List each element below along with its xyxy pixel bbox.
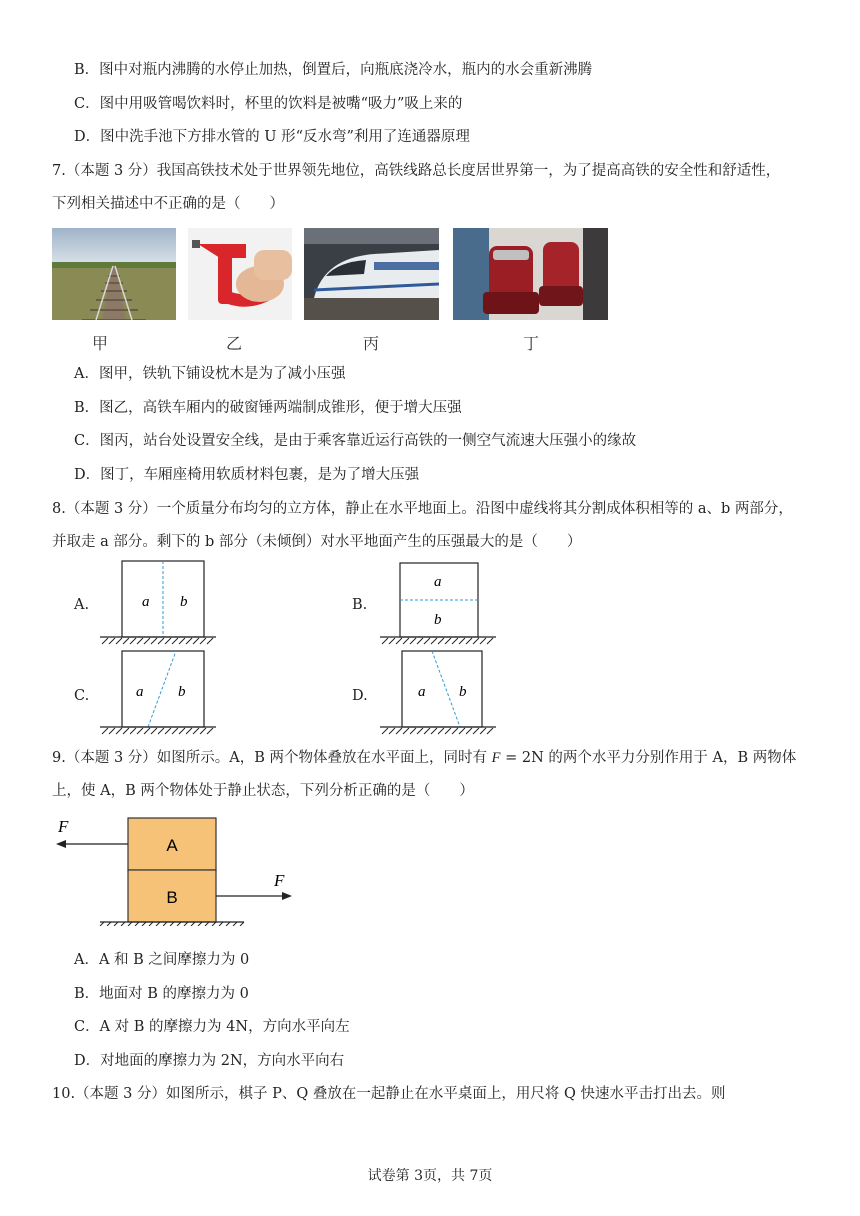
emergency-hammer-photo — [188, 228, 292, 320]
force-right-label: F — [274, 871, 285, 890]
q7-stem-line2: 下列相关描述中不正确的是（ ） — [52, 196, 284, 212]
q9-option-d: D．对地面的摩擦力为 2N，方向水平向右 — [74, 1053, 345, 1069]
stacked-blocks-diagram — [52, 814, 302, 926]
q7-stem-line1: 7.（本题 3 分）我国高铁技术处于世界领先地位，高铁线路总长度居世界第一，为了提高高铁的安全性和舒适性， — [52, 163, 781, 179]
q6-option-c: C．图中用吸管喝饮料时，杯里的饮料是被嘴“吸力”吸上来的 — [74, 96, 463, 112]
part-a-label: a — [418, 684, 426, 700]
q6-option-b: B．图中对瓶内沸腾的水停止加热，倒置后，向瓶底浇冷水，瓶内的水会重新沸腾 — [74, 62, 593, 78]
q8-label-a: A. — [74, 597, 90, 613]
cube-diagram-d — [378, 650, 500, 736]
q8-label-b: B. — [352, 597, 368, 613]
block-b-label: B — [166, 888, 178, 907]
cube-diagram-b — [378, 560, 500, 646]
q8-stem-line1: 8.（本题 3 分）一个质量分布均匀的立方体，静止在水平地面上。沿图中虚线将其分割成体积相等的 a、b 两部分， — [52, 501, 793, 517]
q7-option-a: A．图甲，铁轨下铺设枕木是为了减小压强 — [74, 366, 346, 382]
part-b-label: b — [178, 684, 186, 700]
q7-option-d: D．图丁，车厢座椅用软质材料包裹，是为了增大压强 — [74, 467, 420, 483]
q9-option-b: B．地面对 B 的摩擦力为 0 — [74, 986, 249, 1002]
part-a-label: a — [142, 594, 150, 610]
part-b-label: b — [434, 612, 442, 628]
caption-jia: 甲 — [92, 334, 109, 353]
train-seats-photo — [453, 228, 608, 320]
railway-track-photo — [52, 228, 176, 320]
force-left-label: F — [58, 817, 69, 836]
caption-ding: 丁 — [523, 334, 540, 353]
q9-option-a: A．A 和 B 之间摩擦力为 0 — [74, 952, 250, 968]
q9-option-c: C．A 对 B 的摩擦力为 4N，方向水平向左 — [74, 1019, 350, 1035]
q6-option-d: D．图中洗手池下方排水管的 U 形“反水弯”利用了连通器原理 — [74, 129, 470, 145]
caption-bing: 丙 — [363, 334, 380, 353]
part-b-label: b — [180, 594, 188, 610]
q8-label-d: D. — [352, 688, 368, 704]
q8-stem-line2: 并取走 a 部分。剩下的 b 部分（未倾倒）对水平地面产生的压强最大的是（ ） — [52, 534, 582, 550]
part-a-label: a — [434, 574, 442, 590]
high-speed-train-photo — [304, 228, 439, 320]
caption-yi: 乙 — [226, 334, 243, 353]
page-footer: 试卷第 3页，共 7页 — [367, 1168, 493, 1184]
part-a-label: a — [136, 684, 144, 700]
q9-stem-post: = 2N 的两个水平力分别作用于 A，B 两物体 — [500, 750, 797, 766]
q7-option-c: C．图丙，站台处设置安全线，是由于乘客靠近运行高铁的一侧空气流速大压强小的缘故 — [74, 433, 637, 449]
q9-stem-force: F — [491, 750, 501, 766]
cube-diagram-a — [98, 560, 220, 646]
q7-option-b: B．图乙，高铁车厢内的破窗锤两端制成锥形，便于增大压强 — [74, 400, 462, 416]
q10-stem-line1: 10.（本题 3 分）如图所示，棋子 P、Q 叠放在一起静止在水平桌面上，用尺将 Q 快速水平击打出去。则 — [52, 1086, 726, 1102]
part-b-label: b — [459, 684, 467, 700]
q9-stem-line1 — [52, 748, 796, 768]
q8-label-c: C. — [74, 688, 90, 704]
q9-stem-line2: 上，使 A，B 两个物体处于静止状态，下列分析正确的是（ ） — [52, 783, 474, 799]
cube-diagram-c — [98, 650, 220, 736]
q9-stem-pre: 9.（本题 3 分）如图所示。A，B 两个物体叠放在水平面上，同时有 — [52, 750, 492, 766]
block-a-label: A — [166, 836, 178, 855]
